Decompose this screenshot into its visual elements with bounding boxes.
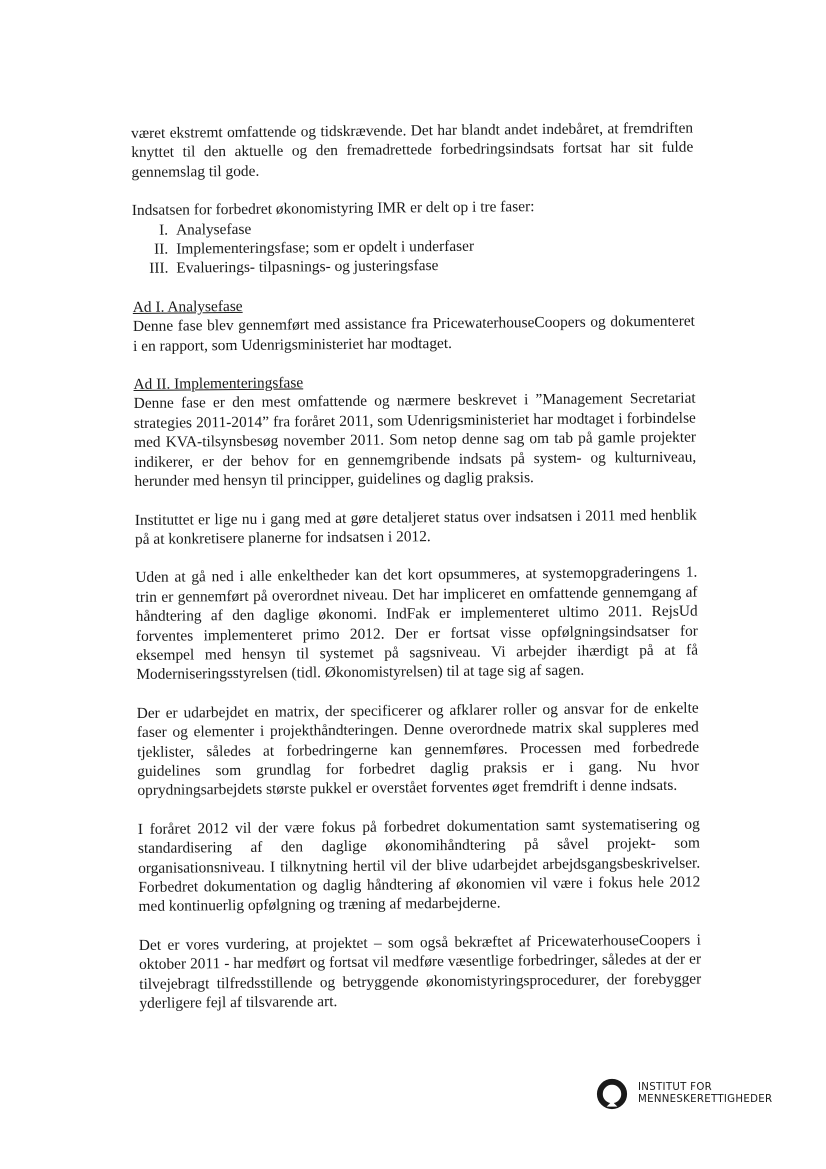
paragraph-matrix: Der er udarbejdet en matrix, der specificerer og afklarer roller og ansvar for de enkelte faser og elementer i projekthåndteringen. Denne overordnede matrix skal suppleres med tjeklister, således at forbedringerne kan gennemføres. Processen med forbedrede guidelines som grundlag for forbedret daglig praksis er i gang. Nu hvor oprydningsarbejdets største pukkel er overstået forventes øget fremdrift i denne indsats. — [136, 699, 700, 800]
paragraph-phases-intro: Indsatsen for forbedret økonomistyring IMR er delt op i tre faser: — [131, 198, 535, 220]
section-heading-analysis: Ad I. Analysefase — [132, 297, 243, 316]
section-heading-implementation: Ad II. Implementeringsfase — [133, 374, 304, 394]
list-item — [132, 254, 694, 279]
paragraph-analysis: Denne fase blev gennemført med assistance fra PricewaterhouseCoopers og dokumenteret i en rapport, som Udenrigsministeriet har modtaget. — [132, 312, 696, 355]
institute-ring-logo-icon — [594, 1076, 630, 1112]
paragraph-implementation: Denne fase er den mest omfattende og nærmere beskrevet i ”Management Secretariat strategies 2011-2014” fra foråret 2011, som Udenrigsministeriet har modtaget i forbindelse med KVA-tilsynsbesøg november 2011. Som netop denne sag om tab på gamle projekter indikerer, er der behov for en gennemgribende indsats på system- og kulturniveau, herunder med hensyn til principper, guidelines og daglig praksis. — [133, 390, 697, 491]
phases-list — [132, 215, 695, 279]
list-item-number: I. — [158, 221, 169, 239]
paragraph-spring-2012: I foråret 2012 vil der være fokus på forbedret dokumentation samt systematisering og standardisering af den daglige økonomihåndtering på såvel projekt- som organisationsniveau. I tilknytning hertil vil der blive udarbejdet arbejdsgangsbeskrivelser. Forbedret dokumentation og daglig håndtering af økonomien vil være i fokus hele 2012 med kontinuerlig opfølgning og træning af medarbejderne. — [137, 815, 701, 916]
list-item-text: Evaluerings- tilpasnings- og justeringsfase — [176, 257, 439, 278]
list-item-number: III. — [149, 260, 169, 278]
list-item-text: Analysefase — [175, 220, 252, 239]
paragraph-assessment: Det er vores vurdering, at projektet – som også bekræftet af PricewaterhouseCoopers i oktober 2011 - har medført og fortsat vil medføre væsentlige forbedringer, således at der er tilvejebragt tilfredsstillende og betryggende økonomistyringsprocedurer, der forebygger yderligere fejl af tilsvarende art. — [138, 931, 702, 1012]
institute-name-line2: MENNESKERETTIGHEDER — [638, 1094, 773, 1105]
paragraph-continuation: været ekstremt omfattende og tidskrævende. Det har blandt andet indebåret, at fremdriften knyttet til den aktuelle og den fremadrettede forbedringsindsats fortsat har sit fulde gennemslag til gode. — [131, 119, 694, 181]
institute-name-line1: INSTITUT FOR — [638, 1081, 713, 1093]
list-item-text: Implementeringsfase; som er opdelt i underfaser — [176, 237, 475, 258]
paragraph-status: Instituttet er lige nu i gang med at gøre detaljeret status over indsatsen i 2011 med henblik på at konkretisere planerne for indsatsen i 2012. — [134, 506, 697, 548]
institute-logo — [594, 1076, 772, 1112]
paragraph-system-upgrade: Uden at gå ned i alle enkeltheder kan det kort opsummeres, at systemopgraderingens 1. trin er gennemført på overordnet niveau. Det har impliceret en omfattende gennemgang af håndtering af den daglige økonomi. IndFak er implementeret ultimo 2011. RejsUd forventes implementeret primo 2012. Der er fortsat visse opfølgningsindsatser for eksempel med hensyn til systemet på sagsniveau. Vi arbejder ihærdigt på at få Moderniseringsstyrelsen (tidl. Økonomistyrelsen) til at tage sig af sagen. — [135, 563, 699, 684]
list-item-number: II. — [154, 240, 169, 258]
institute-name — [638, 1082, 772, 1107]
document-body — [131, 119, 702, 1033]
